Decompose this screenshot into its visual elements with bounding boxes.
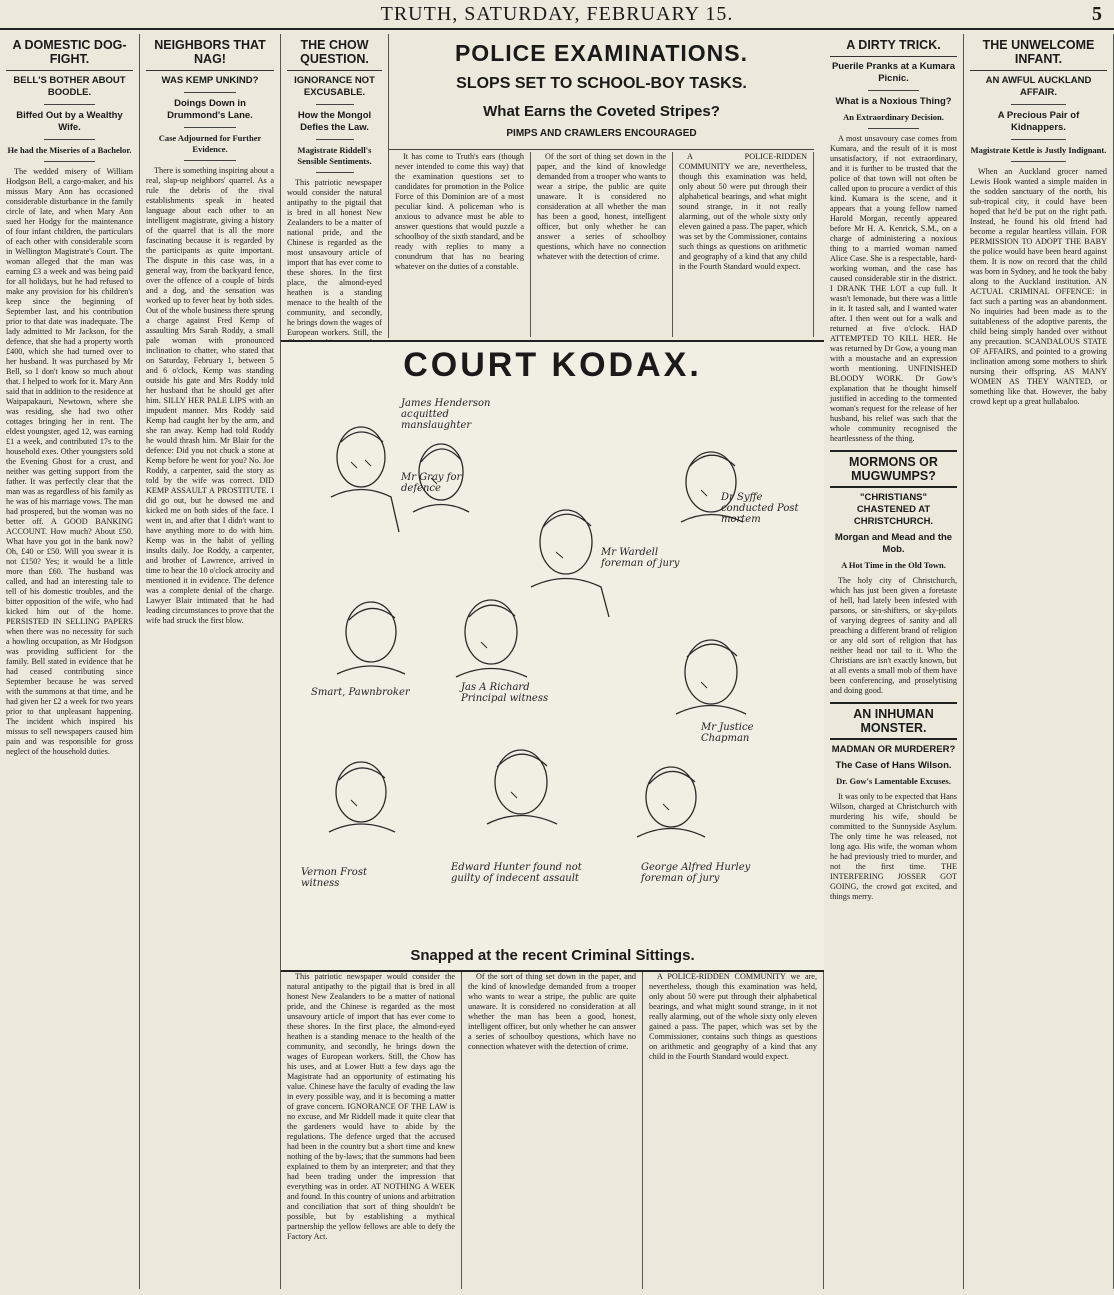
sketch-label: Edward Hunter found not guilty of indecent assault xyxy=(451,862,582,884)
police-article-column xyxy=(531,152,673,337)
portrait-sketch xyxy=(336,762,386,822)
column-unwelcome-infant xyxy=(964,34,1114,1289)
article-subheadline: Dr. Gow's Lamentable Excuses. xyxy=(836,776,951,786)
article-subheadline: A Precious Pair of Kidnappers. xyxy=(997,110,1080,133)
sketch-label: Dr Syffe conducted Post mortem xyxy=(721,492,799,525)
column-dirty-trick xyxy=(824,34,964,1289)
column-neighbors-that-nag xyxy=(140,34,281,1289)
article-headline: NEIGHBORS THAT NAG! xyxy=(146,38,274,71)
police-examinations-header xyxy=(389,34,814,150)
article-body: A POLICE-RIDDEN COMMUNITY we are, nevertheless, though this examination was held, only about 50 were put through their alphabetical bearings, and what might sound strange, in it not really alarming, out of the whole sixty only eleven gained a pass. The paper, which was set by the Commissioner, contains such things as questions on arithmetic and geography of a kind that any child in the Fourth Standard would expect. xyxy=(679,152,807,271)
portrait-sketch xyxy=(646,767,696,827)
divider xyxy=(184,160,235,161)
article-body: A POLICE-RIDDEN COMMUNITY we are, nevertheless, though this examination was held, only about 50 were put through their alphabetical bearings, and what might sound strange, in it not really alarming, out of the whole sixty only eleven gained a pass. The paper, which was set by the Commissioner, contains such things as questions on arithmetic and geography of a kind that any child in the Fourth Standard would expect. xyxy=(649,972,817,1061)
article-subheadline: SLOPS SET TO SCHOOL-BOY TASKS. xyxy=(456,75,747,92)
divider xyxy=(44,139,95,140)
page-number: 5 xyxy=(1092,3,1102,25)
article-subheadline: Magistrate Riddell's Sensible Sentiments. xyxy=(297,145,372,166)
article-subheadline: IGNORANCE NOT EXCUSABLE. xyxy=(294,75,375,98)
article-body: A most unsavoury case comes from Kumara, and the result of it is most unsatisfactory, if not extraordinary, and it is further to be trusted that the police of that town will not often be called upon to procure a verdict of this kind. Kumara is the scene, and it appears that a young fellow named Harold Morgan, recently appeared before Mr H. A. Kenrick, S.M., on a charge of administering a noxious thing to a married woman named Alice Case. She is a respectable, hard-working woman, and the case has caused considerable stir in the district. I DRANK THE LOT a cup full. It wasn't lemonade, but there was a little in it. It tasted salt, and I wanted water after. I then went out for a walk and returned at five o'clock. HAD ATTEMPTED TO KILL HER. He was returned by Dr Gow, a young man with a moustache and an expression worth mentioning. UNFINISHED BLOODY WORK. Dr Gow's explanation that he thought himself justified in acceding to the tormented woman's request for the release of her husband, his relief was such that the whole community recognised the heartlessness of the thing. xyxy=(830,134,957,443)
article-headline: A DOMESTIC DOG-FIGHT. xyxy=(6,38,133,71)
column-chow-question xyxy=(281,34,389,338)
article-subheadline: Case Adjourned for Further Evidence. xyxy=(158,133,262,154)
article-headline: THE CHOW QUESTION. xyxy=(287,38,382,71)
masthead xyxy=(0,0,1114,30)
divider xyxy=(1011,139,1066,140)
divider xyxy=(1011,104,1066,105)
article-headline: THE UNWELCOME INFANT. xyxy=(970,38,1107,71)
article-body: There is something inspiring about a real, slap-up neighbors' quarrel. As a rule the debris of the rival establishments speak in heated language about each other to an intelligent magistrate, giving a history of the quarrel that is all the more fascinating because it is regarded by the participants as quite important. The dispute in this case was, in a general way, from the backyard fence, over the offence of a couple of birds and a dog, and the sensation was worked up to fever heat by both sides. Out of the whole business there sprung a charge against Fred Kemp of assaulting Mrs Sarah Roddy, a small pale woman with pronounced inclination to chatter, who stated that on Saturday, February 1, between 5 and 6 o'clock, Kemp was standing outside his gate and Mrs Roddy told her husband that he should get after him. SILLY HER PALE LIPS with an impudent manner. Mrs Roddy said Kemp had caught her by the arm, and she ran away. Kemp had told Roddy he would thrash him. Mr Blair for the defence: Did you not chuck a stone at Kemp before he went for you? No. Joe Roddy, a carpenter, said the story as told by the wife was correct. DID KEMP ASSAULT A PROSTITUTE. I did go out, but he dowsed me and kicked me on both sides of the face. I went in, and after that I didn't want to have anything more to do with him. Kemp was in the habit of yelling insults daily. Joe Roddy, a carpenter, and brother of Lawrence, arrived in time to hear the 10 o'clock atrocity and mentioned it in evidence. The defence was a complete denial of the charge. Lawyer Blair intimated that he had leading circumstances to prove that the wife had struck the first blow. xyxy=(146,166,274,625)
sketch-label: George Alfred Hurley foreman of jury xyxy=(641,862,751,884)
column-lower-left xyxy=(281,972,462,1289)
article-subheadline: WAS KEMP UNKIND? xyxy=(161,75,259,86)
article-subheadline: Morgan and Mead and the Mob. xyxy=(834,532,953,555)
article-subheadline: What Earns the Coveted Stripes? xyxy=(483,103,720,120)
article-subheadline: A Hot Time in the Old Town. xyxy=(841,560,946,570)
article-subheadline: An Extraordinary Decision. xyxy=(843,112,944,122)
divider xyxy=(316,172,354,173)
article-headline: MORMONS OR MUGWUMPS? xyxy=(830,450,957,488)
article-subheadline: Magistrate Kettle is Justly Indignant. xyxy=(970,145,1107,155)
court-kodax-illustration xyxy=(281,340,824,972)
article-body: This patriotic newspaper would consider the natural antipathy to the pigtail that is bred in all honest New Zealanders to be a matter of national pride, and the Chinese is regarded as the most unsavoury article of import that has ever come to these shores. In the first place, the almond-eyed heathen is a standing menace to the health of the community, and secondly, he brings down the wages of European workers. Still, the Chow has his uses, and at Lower Hutt a few days ago the Magistrate had an opportunity of estimating his value. Chinese have the faculty of evading the law in every possible way, and it is becoming a matter of grave concern. IGNORANCE OF THE LAW is no excuse, and Mr Riddell made it quite clear that the gardeners would have to abide by the regulations. The defence urged that the accused had been in the country but a short time and knew nothing of the by-laws; that the summons had been explained to them by an interpreter; and that they had been trading under the impression that everything was in order. AT NOTHING A WEEK and found. In this country of unions and arbitration and conciliation that sort of thing shouldn't be possible, but by establishing a mythical partnership the yellow fellows are able to defy the Factory Act. xyxy=(287,972,455,1241)
column-lower-mid xyxy=(462,972,643,1289)
divider xyxy=(868,90,919,91)
divider xyxy=(1011,161,1066,162)
article-body: The holy city of Christchurch, which has just been given a foretaste of hell, had lately been infested with parsons, or sin-shifters, or sky-pilots of varying degrees of sanity and all preaching a different brand of religion or any old sort of religion that has neither head nor tail to it. Who the Christians are isn't exactly known, but at all events a small mob of them have been conferencing, and proselytising and doing good. xyxy=(830,576,957,695)
article-subheadline: The Case of Hans Wilson. xyxy=(835,760,952,771)
newspaper-masthead-title: TRUTH, SATURDAY, FEBRUARY 15. xyxy=(380,3,734,25)
article-body: This patriotic newspaper would consider the natural antipathy to the pigtail that is bred in all honest New Zealanders to be a matter of national pride, and the Chinese is regarded as the most unsavoury article of import that has ever come to these shores. In the first place, the almond-eyed heathen is a standing menace to the health of the community, and secondly, he brings down the wages of European workers. Still, the xyxy=(287,178,382,337)
divider xyxy=(44,104,95,105)
article-headline: AN INHUMAN MONSTER. xyxy=(830,702,957,740)
sketch-label: Mr Gray for defence xyxy=(401,472,462,494)
article-subheadline: AN AWFUL AUCKLAND AFFAIR. xyxy=(985,75,1092,98)
sketch-label: Jas A Richard Principal witness xyxy=(461,682,549,704)
portrait-sketch xyxy=(465,600,517,664)
sketch-label: Vernon Frost witness xyxy=(301,867,367,889)
sketch-label: James Henderson acquitted manslaughter xyxy=(401,398,491,431)
article-subheadline: What is a Noxious Thing? xyxy=(835,96,952,107)
article-body: It was only to be expected that Hans Wilson, charged at Christchurch with murdering his wife, should be committed to the Sunnyside Asylum. The only time he was released, not long ago. His wife, the woman whom he had previously tried to murder, and not the first time. THE INTERFERING JOSSER GOT GOING, the crowd got excited, and things merry. xyxy=(830,792,957,901)
divider xyxy=(44,161,95,162)
article-subheadline: Doings Down in Drummond's Lane. xyxy=(167,98,253,121)
divider xyxy=(184,127,235,128)
article-body: The wedded misery of William Hodgson Bell, a cargo-maker, and his missus Mary Ann has occasioned considerable disturbance in the family circle of late, and when Mary Ann sued her Hodgy for the maintenance of four infant children, the particulars of each other with considerable scorn in Wellington Magistrate's Court. The woman alleged that the man was earning £3 a week and was being paid for all holidays, but he had refused to make any provision for his children's keep since the beginning of September last, and his contribution prior to that date was inadequate. The lady admitted to Mr Jackson, for the defence, that she had a property worth £400, which she had turned over to her husband. It was purchased by Mr Bell, so I don't know so much about that. I helped to work for it. Mary Ann said that in addition to the residence at Waipapakauri, Newtown, where she was residing, she had two other cottages bringing her in rent. The eldest youngster, aged 12, was earning £1 a week, and contributed 17s to the household exes. Other youngsters sold the Evening Ghost for a crust, and neither was getting support from the father. It was perfectly clear that the man was as regardless of his family as he was of his marriage vows. The man had prospered, but the woman was no better off. A GOOD BANKING ACCOUNT. How much? About £50. What have you got in the bank now? Oh, £40 or £50. Will you swear it is not £150? Yes; it would be a little more than £60. The husband was called, and had an interesting tale to tell of his domestic troubles, and the bitter opposition of the wife, who had kicked him out of the home. PERSISTED IN SELLING PAPERS when there was no necessity for such a howling occupation, as Mr Hodgson was providing sufficient for the family. Bell stated in evidence that he had ceased contributing since September because he was served with the summons at that time, and he had given her £2 a week for two years prior to that unpleasant happening. The incident which inspired his missus to sell newspapers caused him pain and was responsible for gross neglect of the household duties. xyxy=(6,167,133,756)
column-lower-right xyxy=(643,972,824,1289)
article-subheadline: "CHRISTIANS" CHASTENED AT CHRISTCHURCH. xyxy=(853,492,934,527)
article-headline: A DIRTY TRICK. xyxy=(830,38,957,57)
article-subheadline: BELL'S BOTHER ABOUT BOODLE. xyxy=(13,75,126,98)
divider xyxy=(316,139,354,140)
sketch-label: Mr Justice Chapman xyxy=(701,722,754,744)
article-headline: POLICE EXAMINATIONS. xyxy=(454,40,749,66)
article-subheadline: MADMAN OR MURDERER? xyxy=(831,744,956,755)
article-body: It has come to Truth's ears (though never intended to come this way) that the examination questions set to candidates for promotion in the Police Force of this Dominion are of a most peculiar kind. A policeman who is anxious to advance must be able to answer questions that would puzzle a schoolboy of the sixth standard, and be ready with replies to many a conundrum that has no bearing whatever on the duties of a constable. xyxy=(395,152,524,271)
illustration-caption: Snapped at the recent Criminal Sittings. xyxy=(410,947,695,964)
divider xyxy=(184,92,235,93)
sketch-portraits xyxy=(291,402,814,922)
article-body: Of the sort of thing set down in the paper, and the kind of knowledge demanded from a trooper who wants to wear a stripe, the public are quite unaware. It is considered no consideration at all whether the man has been a good, honest, intelligent officer, but only whether he can answer a series of schoolboy questions, which have no connection whatever with the detection of crime. xyxy=(537,152,666,261)
police-article-column xyxy=(389,152,531,337)
article-subheadline: How the Mongol Defies the Law. xyxy=(297,110,372,133)
article-subheadline: Biffed Out by a Wealthy Wife. xyxy=(16,110,123,133)
portrait-sketch xyxy=(337,427,385,487)
article-subheadline: He had the Miseries of a Bachelor. xyxy=(7,145,132,155)
sketch-label: Smart, Pawnbroker xyxy=(311,687,410,698)
divider xyxy=(316,104,354,105)
portrait-sketch xyxy=(346,602,396,662)
article-body: Of the sort of thing set down in the paper, and the kind of knowledge demanded from a trooper who wants to wear a stripe, the public are quite unaware. It is considered no consideration at all whether the man has been a good, honest, intelligent officer, but only whether he can answer a series of schoolboy questions, which have no connection whatever with the detection of crime. xyxy=(468,972,636,1051)
police-article-column xyxy=(673,152,814,337)
sketch-label: Mr Wardell foreman of jury xyxy=(601,547,680,569)
article-subheadline: PIMPS AND CRAWLERS ENCOURAGED xyxy=(506,128,697,139)
divider xyxy=(868,128,919,129)
article-body: When an Auckland grocer named Lewis Hook wanted a simple maiden in the sodden sanctuary of the north, his sub-tropical city, it could have been hoped that he'd be put on the right path. Instead, he found his old friend had become a regular heartless villain. FOR PERMISSION TO ADOPT THE BABY the police would have been heard against them. It is now on record that the child was born in Sydney, and he took the baby along to the Auckland institution. AN ACTUAL CRIMINAL OFFENCE: in fact such a parting was an abandonment. No inquiries had been made as to the suitableness of the adoptive parents, the child being simply handed over without any precaution. SCANDALOUS STATE OF AFFAIRS, and pointed to a growing inclination among some mothers to shirk nursing their offspring. AS MANY WOMEN AS THEY WANTED, or something like that. However, the baby crowd kept up a great hullabaloo. xyxy=(970,167,1107,406)
article-subheadline: Puerile Pranks at a Kumara Picnic. xyxy=(831,61,956,84)
illustration-title: COURT KODAX. xyxy=(403,346,702,384)
column-domestic-dog-fight xyxy=(0,34,140,1289)
